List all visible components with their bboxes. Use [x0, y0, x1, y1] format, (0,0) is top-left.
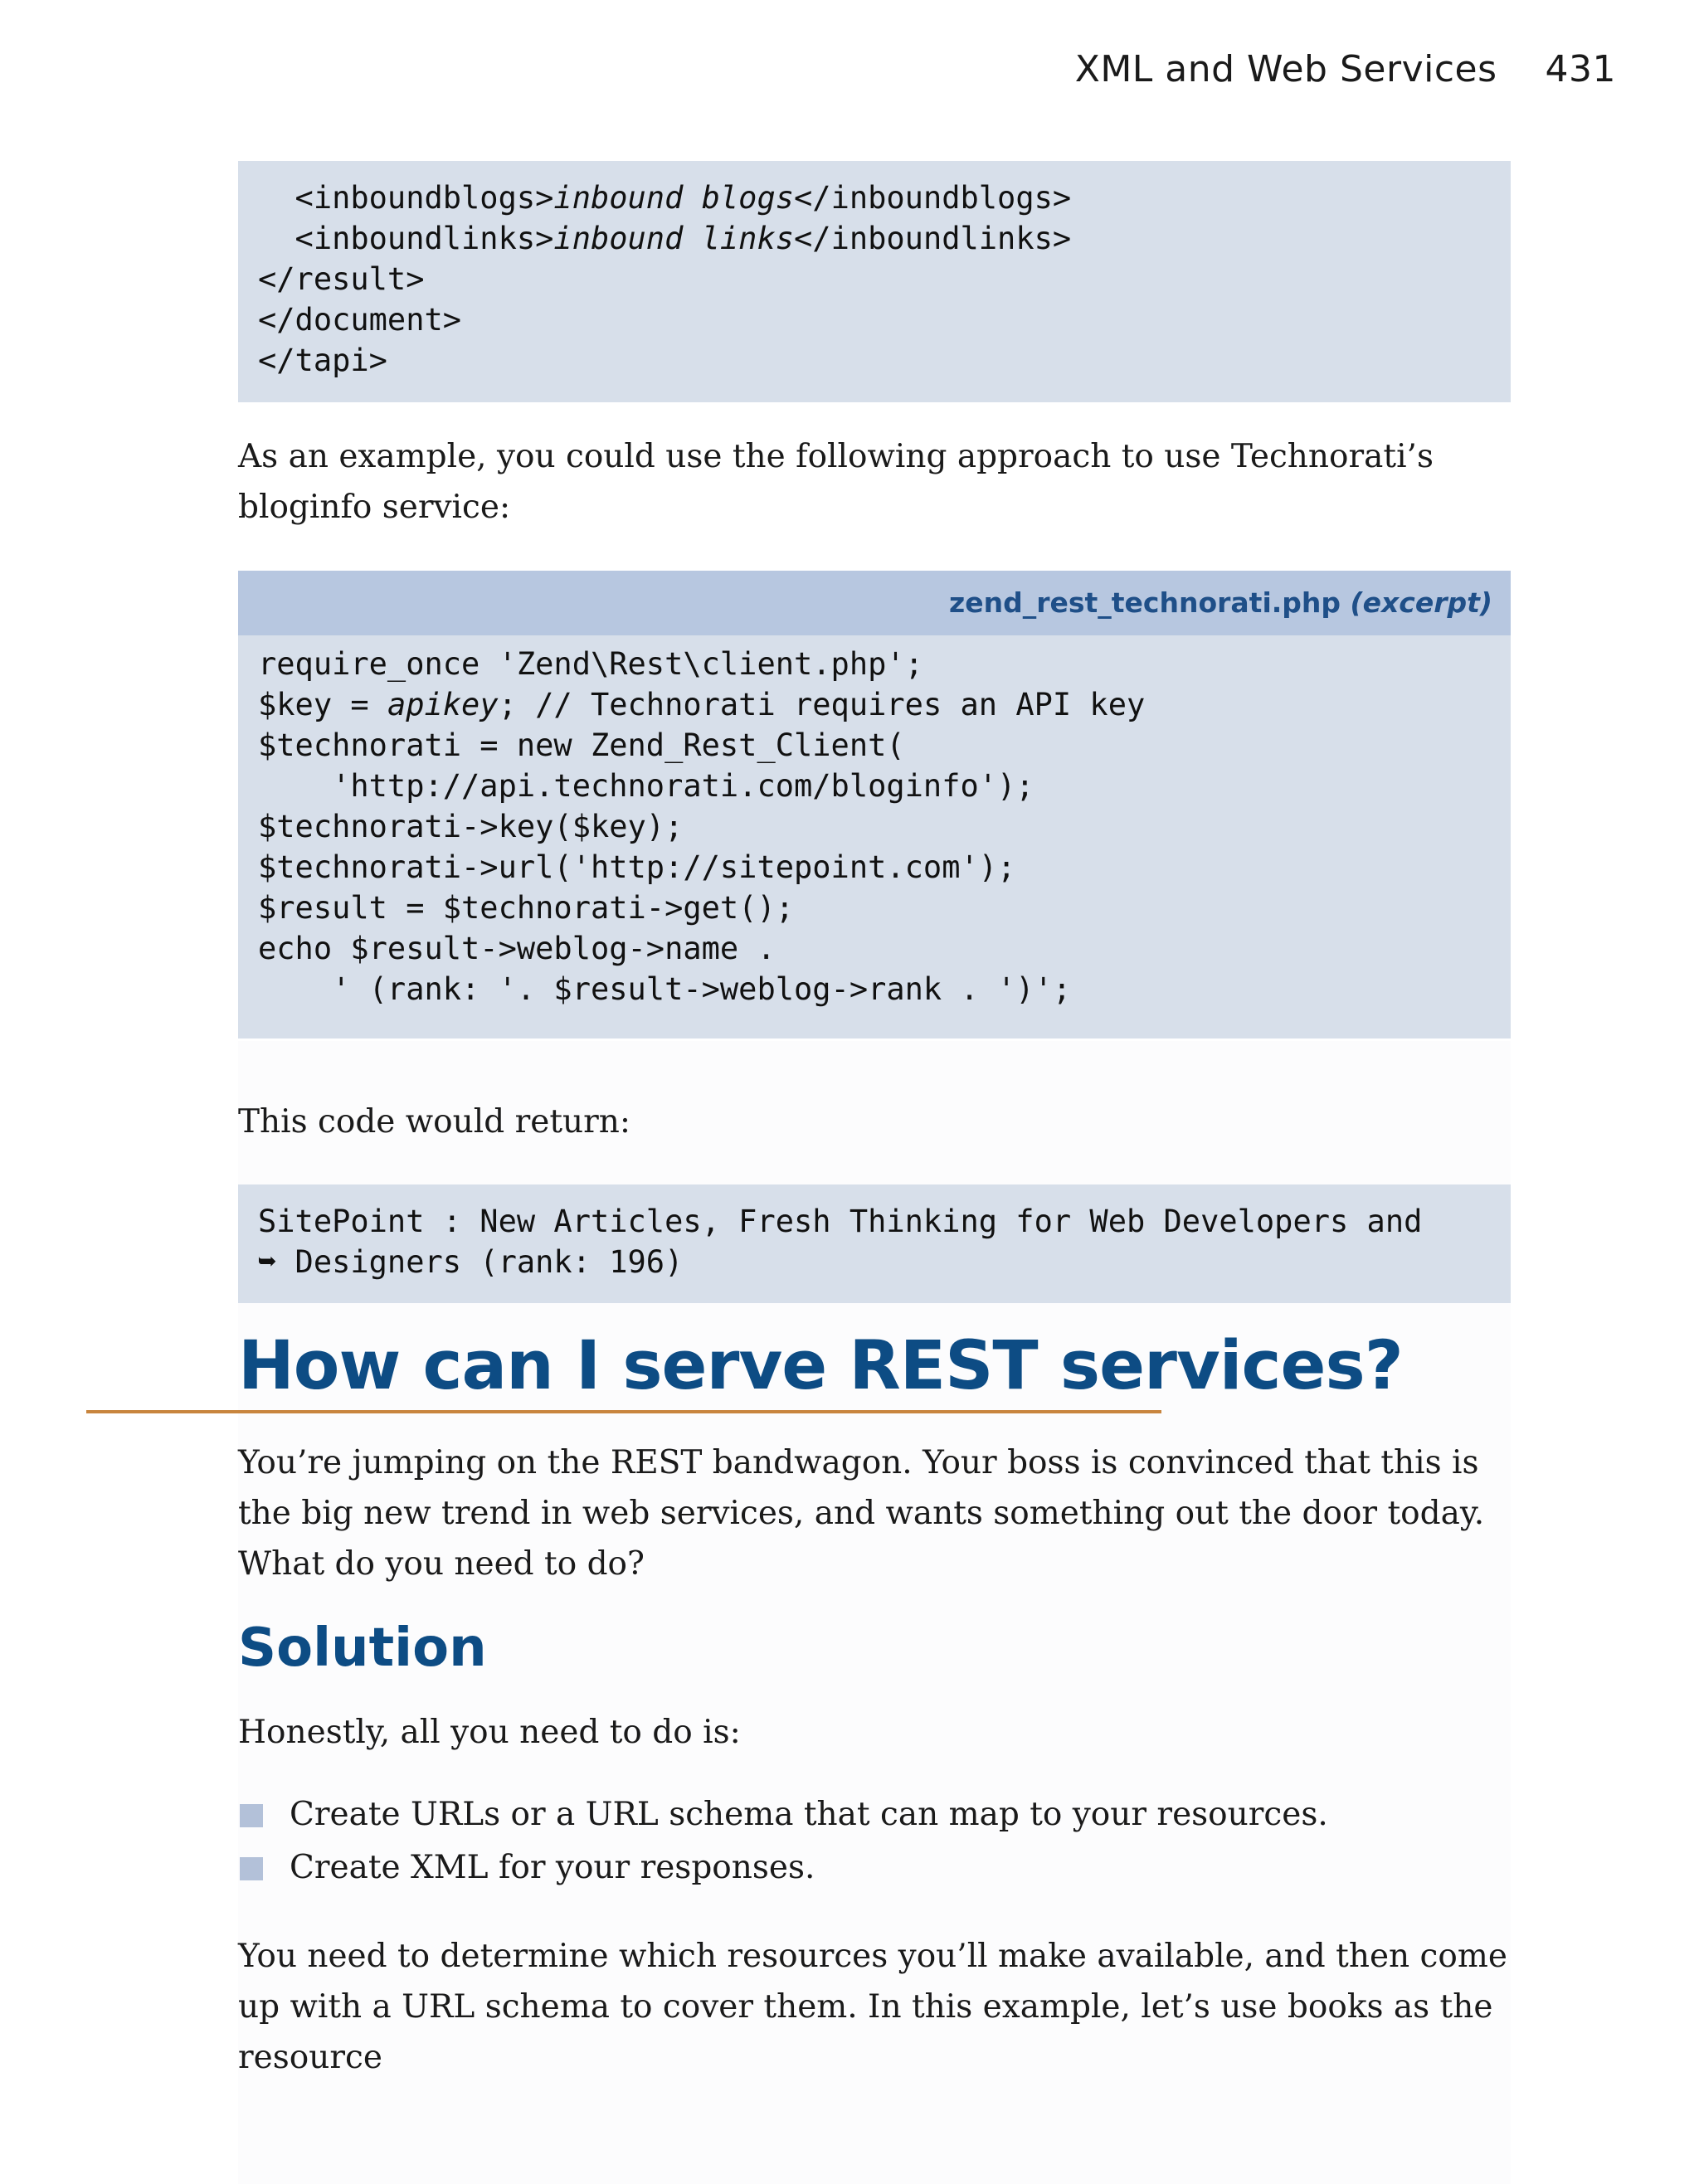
- code-text: echo $result->weblog->name .: [258, 931, 776, 966]
- code-lines: [258, 1201, 1511, 1282]
- paragraph-honestly: Honestly, all you need to do is:: [238, 1714, 741, 1751]
- code-text: </document>: [258, 302, 462, 338]
- code-line: [258, 340, 1511, 381]
- code-filename-note: (excerpt): [1350, 586, 1492, 619]
- code-line: [258, 299, 1511, 340]
- page-number: 431: [1545, 48, 1616, 90]
- bullet-square-icon: [240, 1804, 263, 1827]
- code-text: $technorati = new Zend_Rest_Client(: [258, 727, 905, 763]
- code-text: ➥ Designers (rank: 196): [258, 1244, 684, 1280]
- code-placeholder: inbound blogs: [553, 180, 795, 216]
- paragraph-intro-example: As an example, you could use the following approach to use Technorati’s bloginfo service:: [238, 438, 1434, 526]
- code-placeholder: inbound links: [553, 221, 795, 256]
- code-text: SitePoint : New Articles, Fresh Thinking for Web Developers and: [258, 1204, 1423, 1239]
- list-item-text: Create URLs or a URL schema that can map to your resources.: [290, 1796, 1328, 1833]
- code-filename: zend_rest_technorati.php: [948, 586, 1341, 619]
- code-line: [258, 218, 1511, 259]
- code-text: $result = $technorati->get();: [258, 890, 795, 926]
- code-line: [258, 766, 1511, 806]
- code-text: </result>: [258, 261, 425, 297]
- paragraph-code-returns: This code would return:: [238, 1103, 631, 1141]
- code-text: 'http://api.technorati.com/bloginfo');: [258, 768, 1034, 804]
- bullet-list: [238, 1788, 1516, 1895]
- paragraph-rest-bandwagon: You’re jumping on the REST bandwagon. Your boss is convinced that this is the big new trend in web services, and wants something out the door today. What do you need to do?: [238, 1444, 1485, 1583]
- code-filename-bar: [238, 571, 1511, 635]
- code-lines: [258, 635, 1511, 1009]
- subheading-solution: Solution: [238, 1617, 487, 1679]
- code-block-xml-tail: [238, 161, 1511, 402]
- code-block-technorati: [238, 571, 1511, 1038]
- code-line: [258, 928, 1511, 969]
- code-line: [258, 969, 1511, 1009]
- code-text: ' (rank: '. $result->weblog->rank . ')';: [258, 971, 1072, 1007]
- code-line: [258, 847, 1511, 888]
- code-text: <inboundblogs>: [258, 180, 554, 216]
- code-text: ; // Technorati requires an API key: [498, 687, 1146, 722]
- code-line: [258, 1201, 1511, 1242]
- code-text: </tapi>: [258, 343, 387, 378]
- bullet-square-icon: [240, 1857, 263, 1880]
- code-block-output: [238, 1184, 1511, 1303]
- code-placeholder: apikey: [387, 687, 499, 722]
- code-line: [258, 806, 1511, 847]
- code-line: [258, 644, 1511, 684]
- code-line: [258, 178, 1511, 218]
- code-line: [258, 259, 1511, 299]
- code-text: $technorati->url('http://sitepoint.com');: [258, 849, 1016, 885]
- list-item: [238, 1788, 1516, 1841]
- code-text: $key =: [258, 687, 387, 722]
- code-text: </inboundlinks>: [794, 221, 1072, 256]
- code-text: </inboundblogs>: [794, 180, 1072, 216]
- list-item-text: Create XML for your responses.: [290, 1849, 815, 1886]
- code-line: [258, 888, 1511, 928]
- running-head: [1075, 48, 1616, 90]
- code-line: [258, 725, 1511, 766]
- list-item: [238, 1841, 1516, 1895]
- code-lines: [258, 178, 1511, 381]
- code-text: $technorati->key($key);: [258, 809, 684, 844]
- chapter-title: XML and Web Services: [1074, 48, 1497, 90]
- paragraph-resources: You need to determine which resources you’ll make available, and then come up with a URL schema to cover them. In this example, let’s use books as the resource: [238, 1938, 1507, 2076]
- code-text: require_once 'Zend\Rest\client.php';: [258, 646, 923, 682]
- code-line: [258, 1242, 1511, 1282]
- heading-underline: [86, 1410, 1161, 1413]
- section-heading: How can I serve REST services?: [238, 1327, 1403, 1405]
- code-text: <inboundlinks>: [258, 221, 554, 256]
- code-line: [258, 684, 1511, 725]
